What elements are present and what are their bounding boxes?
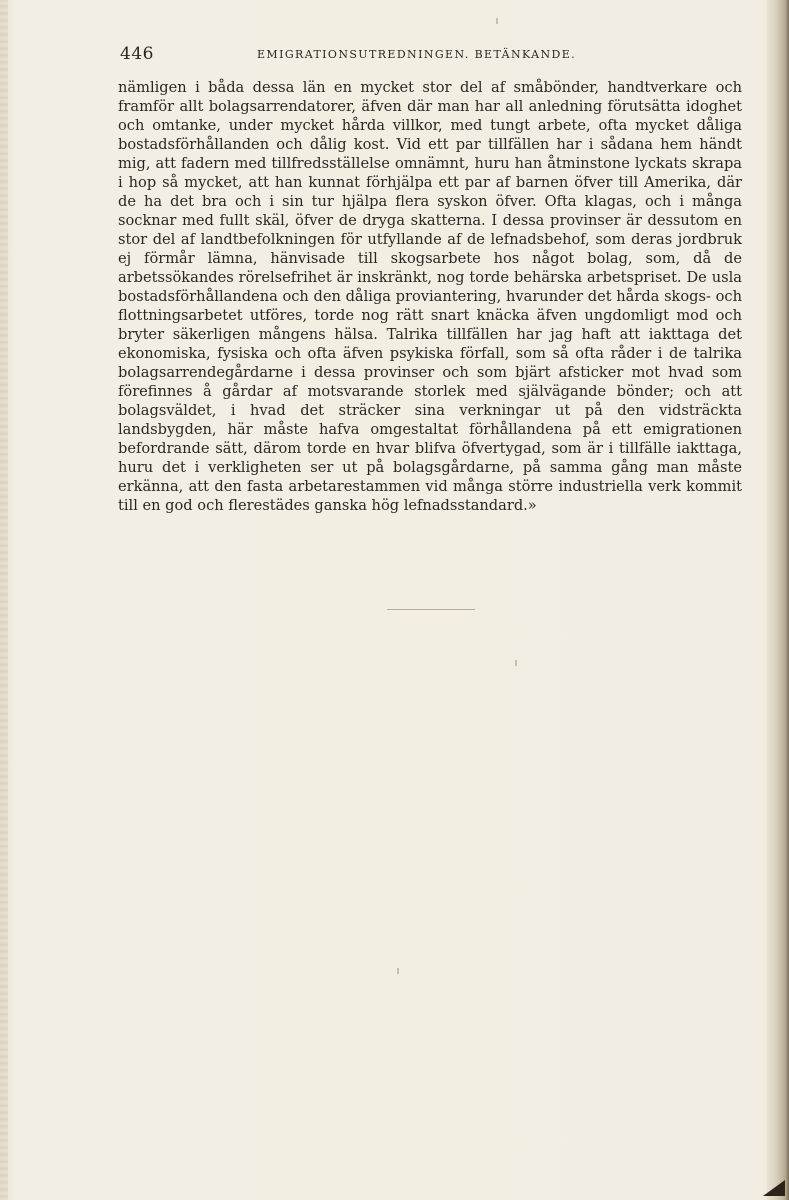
running-head: EMIGRATIONSUTREDNINGEN. BETÄNKANDE. — [257, 48, 577, 61]
paper-speck — [496, 18, 498, 24]
paper-speck — [397, 968, 399, 974]
page-number: 446 — [120, 44, 154, 64]
corner-mark — [763, 1180, 785, 1196]
section-separator — [387, 609, 475, 610]
page-left-edge — [0, 0, 8, 1200]
page-header — [120, 44, 604, 64]
paper-speck — [515, 660, 517, 666]
body-paragraph: nämligen i båda dessa län en mycket stor del af småbönder, handtverkare och framför allt bolagsarrendatorer, äfven där man har all anledning förutsätta idoghet och omtanke, under mycket hårda villkor, med tungt arbete, ofta mycket dåliga bostadsförhållanden och dålig kost. Vid ett par tillfällen har i sådana hem händt mig, att fadern med tillfredsställelse omnämnt, huru han åtminstone lyckats skrapa i hop så mycket, att han kunnat förhjälpa ett par af barnen öfver till Amerika, där de ha det bra och i sin tur hjälpa flera syskon öfver. Ofta klagas, och i många socknar med fullt skäl, öfver de dryga skatterna. I dessa provinser är dessutom en stor del af landtbefolkningen för utfyllande af de lefnadsbehof, som deras jordbruk ej förmår lämna, hänvisade till skogsarbete hos något bolag, som, då de arbetssökandes rörelsefrihet är inskränkt, nog torde behärska arbetspriset. De usla bostadsförhållandena och den dåliga proviantering, hvarunder det hårda skogs- och flottningsarbetet utföres, torde nog rätt snart knäcka äfven ungdomligt mod och bryter säkerligen mångens hälsa. Talrika tillfällen har jag haft att iakttaga det ekonomiska, fysiska och ofta äfven psykiska förfall, som så ofta råder i de talrika bolagsarrendegårdarne i dessa provinser och som bjärt afsticker mot hvad som förefinnes å gårdar af motsvarande storlek med självägande bönder; och att bolagsväldet, i hvad det sträcker sina verkningar ut på den vidsträckta landsbygden, här måste hafva omgestaltat förhållandena på ett emigrationen befordrande sätt, därom torde en hvar blifva öfvertygad, som är i tillfälle iakttaga, huru det i verkligheten ser ut på bolagsgårdarne, på samma gång man måste erkänna, att den fasta arbetarestammen vid många större industriella verk kommit till en god och flerestädes ganska hög lefnadsstandard.» — [118, 79, 742, 514]
page-binding-edge — [767, 0, 789, 1200]
